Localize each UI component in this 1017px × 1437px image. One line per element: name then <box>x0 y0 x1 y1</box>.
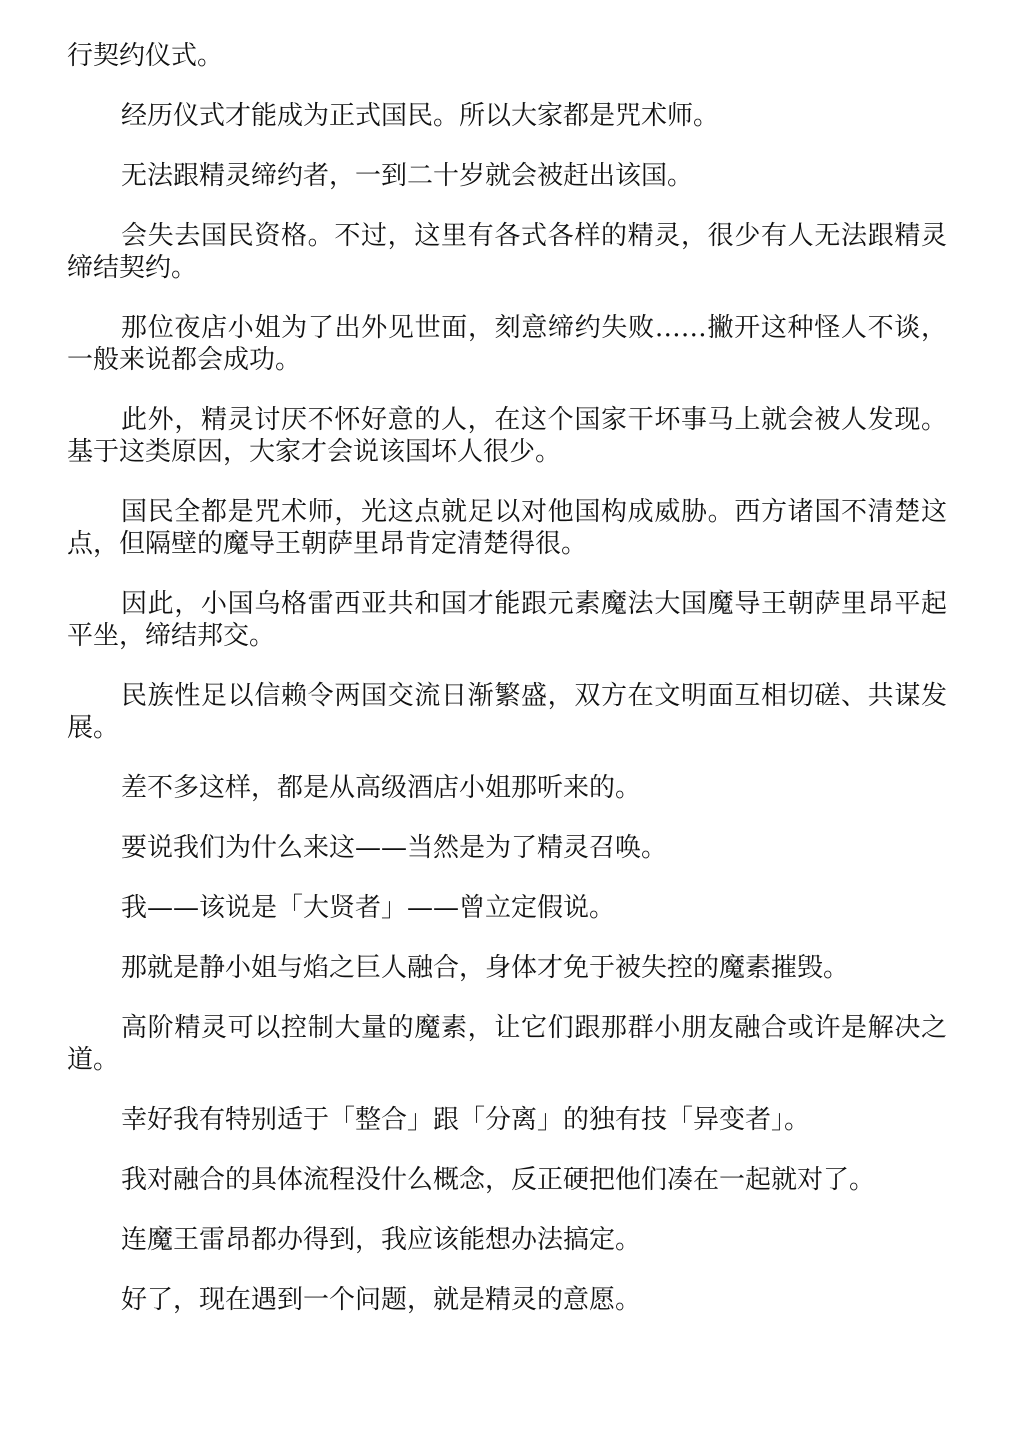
paragraph: 因此，小国乌格雷西亚共和国才能跟元素魔法大国魔导王朝萨里昂平起平坐，缔结邦交。 <box>67 589 947 651</box>
paragraph: 行契约仪式。 <box>67 41 224 71</box>
paragraph: 幸好我有特别适于「整合」跟「分离」的独有技「异变者」。 <box>121 1105 811 1135</box>
paragraph: 那位夜店小姐为了出外见世面，刻意缔约失败……撇开这种怪人不谈，一般来说都会成功。 <box>67 313 947 375</box>
paragraph: 连魔王雷昂都办得到，我应该能想办法搞定。 <box>121 1225 642 1255</box>
paragraph: 高阶精灵可以控制大量的魔素，让它们跟那群小朋友融合或许是解决之道。 <box>67 1013 947 1075</box>
paragraph: 那就是静小姐与焰之巨人融合，身体才免于被失控的魔素摧毁。 <box>121 953 850 983</box>
paragraph: 无法跟精灵缔约者，一到二十岁就会被赶出该国。 <box>121 161 694 191</box>
paragraph: 差不多这样，都是从高级酒店小姐那听来的。 <box>121 773 642 803</box>
paragraph: 此外，精灵讨厌不怀好意的人，在这个国家干坏事马上就会被人发现。基于这类原因，大家才会说该国坏人很少。 <box>67 405 947 467</box>
paragraph: 要说我们为什么来这——当然是为了精灵召唤。 <box>121 833 668 863</box>
paragraph: 我对融合的具体流程没什么概念，反正硬把他们凑在一起就对了。 <box>121 1165 876 1195</box>
paragraph: 经历仪式才能成为正式国民。所以大家都是咒术师。 <box>121 101 720 131</box>
paragraph: 国民全都是咒术师，光这点就足以对他国构成威胁。西方诸国不清楚这点，但隔壁的魔导王朝萨里昂肯定清楚得很。 <box>67 497 947 559</box>
paragraph: 会失去国民资格。不过，这里有各式各样的精灵，很少有人无法跟精灵缔结契约。 <box>67 221 947 283</box>
paragraph: 好了，现在遇到一个问题，就是精灵的意愿。 <box>121 1285 642 1315</box>
paragraph: 民族性足以信赖令两国交流日渐繁盛，双方在文明面互相切磋、共谋发展。 <box>67 681 947 743</box>
paragraph: 我——该说是「大贤者」——曾立定假说。 <box>121 893 616 923</box>
